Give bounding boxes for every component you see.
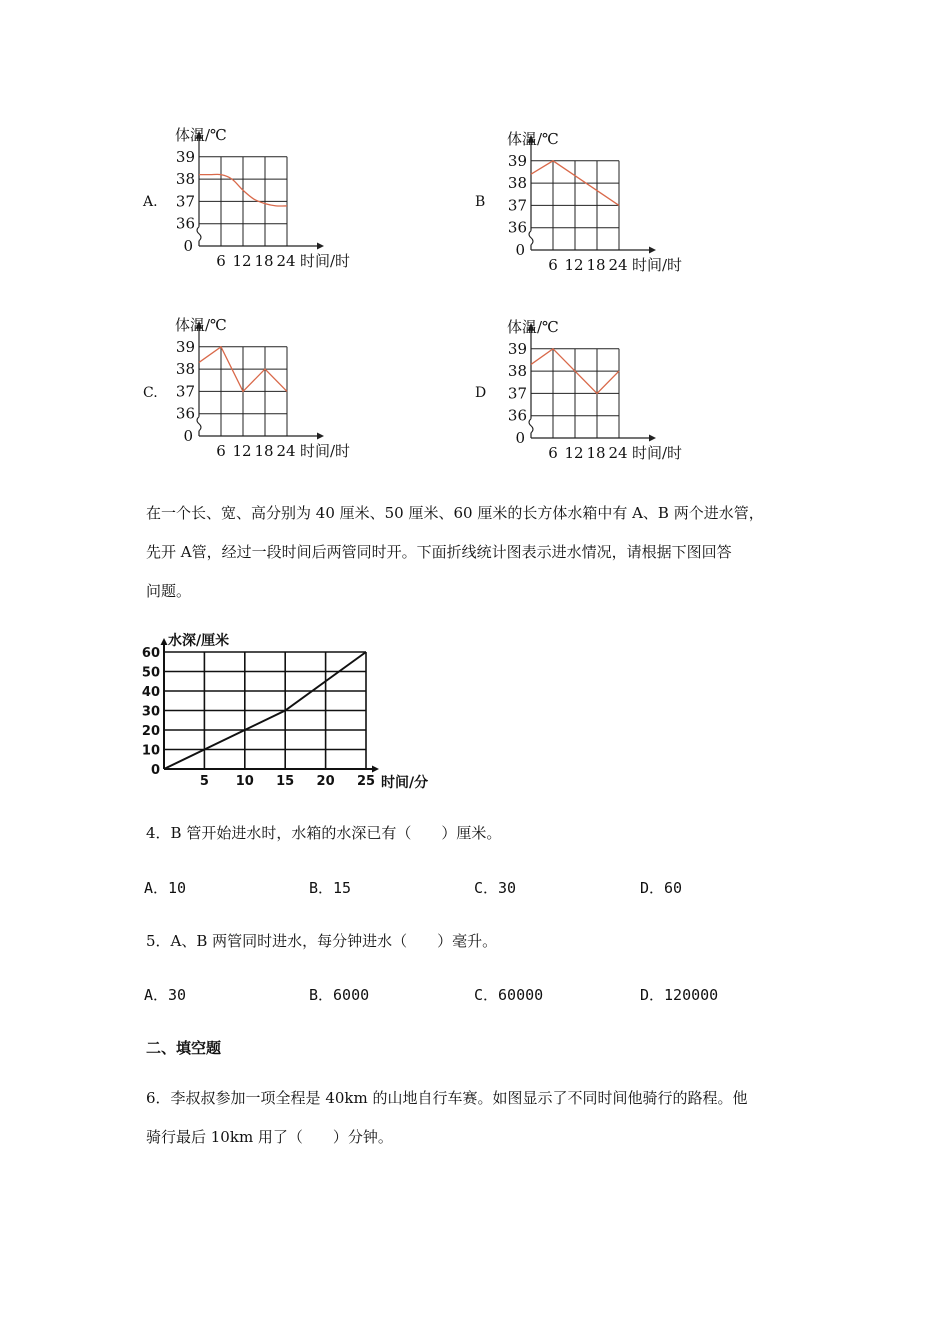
x-tick-label: 18 bbox=[586, 444, 606, 462]
x-tick-label: 5 bbox=[199, 774, 209, 789]
x-tick-label: 6 bbox=[548, 444, 558, 462]
y-tick-label: 0 bbox=[515, 429, 525, 447]
q4-choice-c: C．30 bbox=[474, 879, 517, 897]
option-label-a: A. bbox=[143, 194, 158, 210]
x-tick-label: 18 bbox=[254, 442, 274, 460]
y-axis-label: 体温/℃ bbox=[175, 315, 227, 334]
q4-choice-a: A．10 bbox=[144, 879, 187, 897]
y-tick-label: 37 bbox=[175, 382, 195, 401]
problem-passage bbox=[146, 494, 826, 611]
passage-line: 在一个长、宽、高分别为 40 厘米、50 厘米、60 厘米的长方体水箱中有 A、B 两个进水管， bbox=[146, 504, 764, 522]
y-tick-label: 36 bbox=[507, 218, 527, 237]
q5-choice-c: C．60000 bbox=[474, 986, 544, 1004]
question-6 bbox=[146, 1079, 826, 1157]
x-tick-label: 6 bbox=[216, 442, 226, 460]
y-tick-label: 36 bbox=[175, 214, 195, 233]
y-axis-arrow bbox=[161, 638, 168, 645]
x-tick-label: 6 bbox=[216, 252, 226, 270]
x-tick-label: 12 bbox=[564, 444, 584, 462]
y-tick-label: 36 bbox=[175, 404, 195, 423]
x-axis-label: 时间/时 bbox=[300, 252, 351, 270]
option-label-d: D bbox=[475, 385, 487, 401]
y-tick-label: 37 bbox=[507, 196, 527, 215]
question-4-stem: 4．B 管开始进水时，水箱的水深已有（ ）厘米。 bbox=[146, 824, 502, 842]
y-tick-label: 38 bbox=[175, 170, 195, 189]
y-tick-label: 38 bbox=[175, 360, 195, 379]
question-5-stem: 5．A、B 两管同时进水，每分钟进水（ ）毫升。 bbox=[146, 932, 498, 950]
q5-choice-d: D．120000 bbox=[640, 986, 719, 1004]
y-tick-label: 40 bbox=[141, 685, 160, 700]
x-axis-arrow bbox=[317, 433, 324, 440]
x-axis-arrow bbox=[317, 243, 324, 250]
y-axis-label: 水深/厘米 bbox=[168, 633, 230, 649]
x-tick-label: 6 bbox=[548, 256, 558, 274]
y-tick-label: 39 bbox=[507, 151, 527, 170]
y-tick-label: 0 bbox=[515, 241, 525, 259]
x-tick-label: 24 bbox=[608, 444, 628, 462]
x-axis-label: 时间/时 bbox=[632, 256, 683, 274]
y-tick-label: 0 bbox=[183, 427, 193, 445]
y-tick-label: 0 bbox=[150, 763, 160, 778]
y-tick-label: 10 bbox=[141, 743, 160, 759]
y-tick-label: 37 bbox=[507, 384, 527, 403]
y-tick-label: 30 bbox=[141, 704, 160, 720]
y-tick-label: 38 bbox=[507, 174, 527, 193]
question-6-line: 6．李叔叔参加一项全程是 40km 的山地自行车赛。如图显示了不同时间他骑行的路程。他 bbox=[146, 1089, 748, 1107]
option-label-b: B bbox=[475, 194, 486, 210]
y-axis-label: 体温/℃ bbox=[507, 317, 559, 336]
y-tick-label: 50 bbox=[141, 665, 160, 681]
x-tick-label: 12 bbox=[232, 252, 252, 270]
y-tick-label: 20 bbox=[141, 724, 160, 739]
x-axis-arrow bbox=[649, 435, 656, 442]
x-axis-label: 时间/时 bbox=[300, 442, 351, 460]
option-label-c: C. bbox=[143, 385, 158, 401]
x-axis-label: 时间/分 bbox=[381, 775, 429, 791]
q5-choice-b: B．6000 bbox=[309, 986, 370, 1004]
x-axis-arrow bbox=[372, 766, 379, 773]
x-tick-label: 24 bbox=[608, 256, 628, 274]
q4-choice-d: D．60 bbox=[640, 879, 683, 897]
x-tick-label: 25 bbox=[356, 774, 376, 789]
x-tick-label: 20 bbox=[316, 774, 335, 789]
temperature-chart-c bbox=[165, 312, 375, 472]
passage-line: 先开 A管，经过一段时间后两管同时开。下面折线统计图表示进水情况，请根据下图回答 bbox=[146, 543, 732, 561]
y-tick-label: 60 bbox=[141, 646, 160, 661]
x-tick-label: 24 bbox=[276, 442, 296, 460]
temperature-chart-b bbox=[497, 126, 707, 286]
y-tick-label: 39 bbox=[175, 337, 195, 356]
y-tick-label: 39 bbox=[507, 339, 527, 358]
x-axis-arrow bbox=[649, 247, 656, 254]
q5-choice-a: A．30 bbox=[144, 986, 187, 1004]
x-tick-label: 24 bbox=[276, 252, 296, 270]
passage-line: 问题。 bbox=[146, 582, 192, 600]
x-tick-label: 12 bbox=[564, 256, 584, 274]
temperature-chart-d bbox=[497, 314, 707, 474]
y-axis-label: 体温/℃ bbox=[507, 129, 559, 148]
section-heading: 二、填空题 bbox=[146, 1039, 222, 1057]
y-tick-label: 36 bbox=[507, 406, 527, 425]
y-axis-label: 体温/℃ bbox=[175, 125, 227, 144]
y-tick-label: 39 bbox=[175, 147, 195, 166]
x-axis-label: 时间/时 bbox=[632, 444, 683, 462]
temperature-chart-a bbox=[165, 122, 375, 282]
water-depth-chart bbox=[140, 624, 440, 794]
y-tick-label: 37 bbox=[175, 192, 195, 211]
x-tick-label: 10 bbox=[235, 774, 254, 789]
q4-choice-b: B．15 bbox=[309, 879, 352, 897]
x-tick-label: 15 bbox=[276, 774, 295, 789]
question-6-line: 骑行最后 10km 用了（ ）分钟。 bbox=[146, 1128, 393, 1146]
x-tick-label: 18 bbox=[586, 256, 606, 274]
x-tick-label: 18 bbox=[254, 252, 274, 270]
y-tick-label: 0 bbox=[183, 237, 193, 255]
y-tick-label: 38 bbox=[507, 362, 527, 381]
x-tick-label: 12 bbox=[232, 442, 252, 460]
